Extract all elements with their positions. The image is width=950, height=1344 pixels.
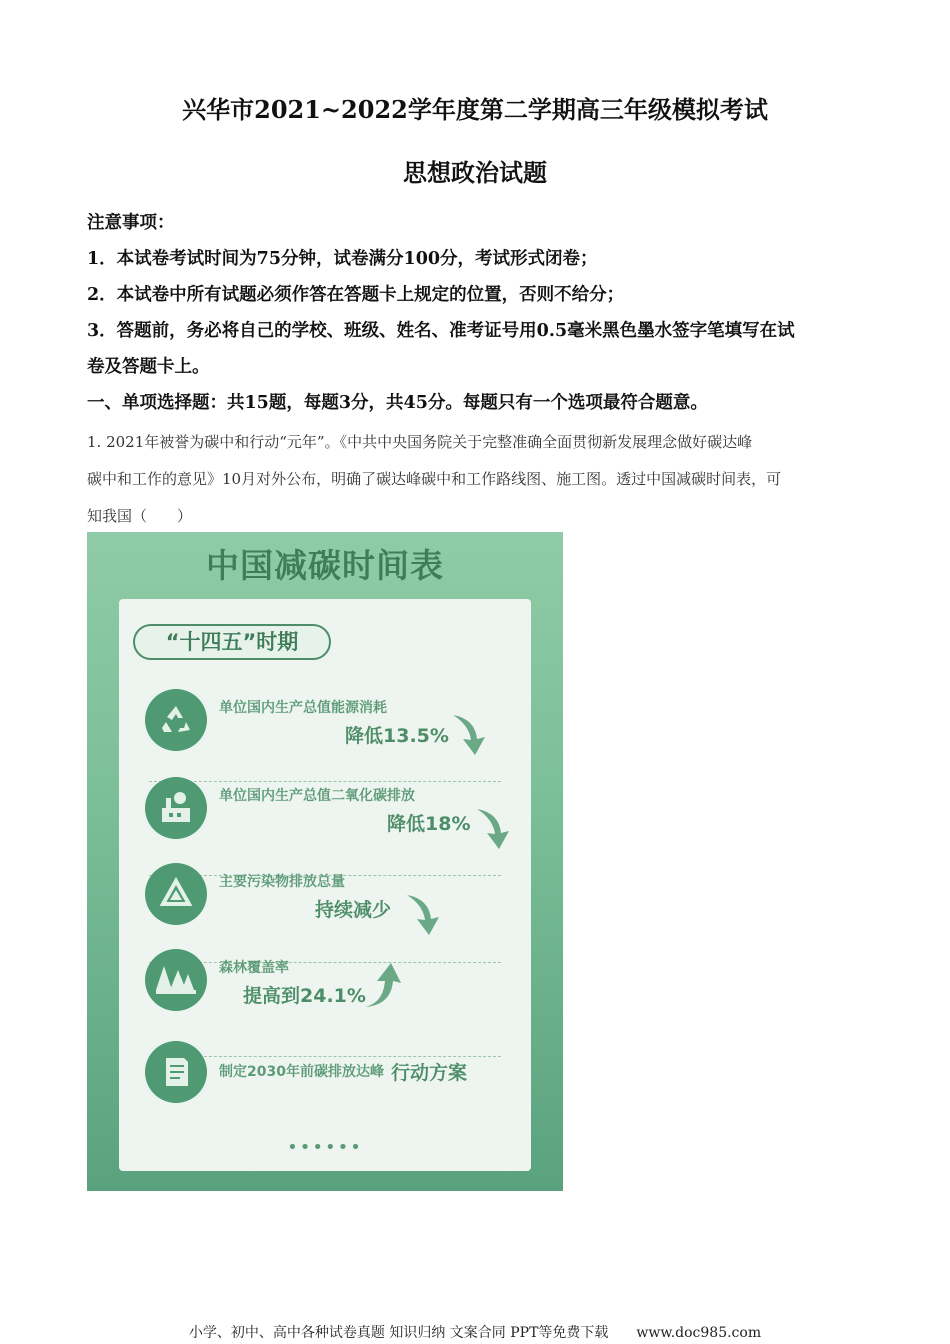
recycle-icon <box>145 689 207 751</box>
notice-item: 1．本试卷考试时间为75分钟，试卷满分100分，考试形式闭卷； <box>87 249 598 269</box>
arrow-down-icon <box>473 803 517 853</box>
notice-heading: 注意事项： <box>87 213 175 233</box>
document-icon <box>145 1041 207 1103</box>
recycle-triangle-icon <box>145 863 207 925</box>
page-footer: 小学、初中、高中各种试卷真题 知识归纳 文案合同 PPT等免费下载 www.doc985.com <box>188 1325 762 1341</box>
notice-item: 卷及答题卡上。 <box>87 357 210 377</box>
info-row-co2 <box>119 767 531 855</box>
more-dots: •••••• <box>287 1137 363 1158</box>
info-row-pollutants <box>119 853 531 941</box>
notice-item: 3．答题前，务必将自己的学校、班级、姓名、准考证号用0.5毫米黑色墨水签字笔填写在试 <box>87 321 795 341</box>
row-label: 单位国内生产总值二氧化碳排放 <box>219 788 415 804</box>
infographic-title: 中国减碳时间表 <box>206 546 444 585</box>
row-label: 主要污染物排放总量 <box>219 874 345 890</box>
arrow-down-icon <box>403 889 447 939</box>
row-value: 降低18% <box>387 813 471 835</box>
forest-icon <box>145 949 207 1011</box>
info-row-action-plan <box>119 1031 531 1119</box>
question-line: 碳中和工作的意见》10月对外公布，明确了碳达峰碳中和工作路线图、施工图。透过中国减碳时间表，可 <box>87 470 782 488</box>
row-value: 降低13.5% <box>345 725 449 747</box>
arrow-up-icon <box>361 959 405 1011</box>
question-line: 1. 2021年被誉为碳中和行动“元年”。《中共中央国务院关于完整准确全面贯彻新发展理念做好碳达峰 <box>87 433 753 451</box>
notice-item: 2．本试卷中所有试题必须作答在答题卡上规定的位置，否则不给分； <box>87 285 625 305</box>
notice-block <box>87 205 867 421</box>
info-row-forest <box>119 939 531 1027</box>
row-value: 提高到24.1% <box>243 985 366 1007</box>
factory-icon <box>145 777 207 839</box>
carbon-timeline-infographic <box>87 532 563 1191</box>
infographic-card <box>119 599 531 1171</box>
exam-subtitle: 思想政治试题 <box>403 158 547 187</box>
period-label: “十四五”时期 <box>133 624 331 660</box>
section-heading: 一、单项选择题：共15题，每题3分，共45分。每题只有一个选项最符合题意。 <box>87 393 708 413</box>
row-value: 行动方案 <box>391 1062 468 1084</box>
exam-title: 兴华市2021~2022学年度第二学期高三年级模拟考试 <box>182 95 768 124</box>
info-row-energy <box>119 679 531 767</box>
row-label: 单位国内生产总值能源消耗 <box>219 700 387 716</box>
question-line: 知我国（ ） <box>87 507 193 525</box>
row-value: 持续减少 <box>315 899 392 921</box>
arrow-down-icon <box>449 709 493 759</box>
row-label: 森林覆盖率 <box>219 960 289 976</box>
question-1 <box>87 424 867 535</box>
row-label: 制定2030年前碳排放达峰 <box>219 1064 384 1080</box>
